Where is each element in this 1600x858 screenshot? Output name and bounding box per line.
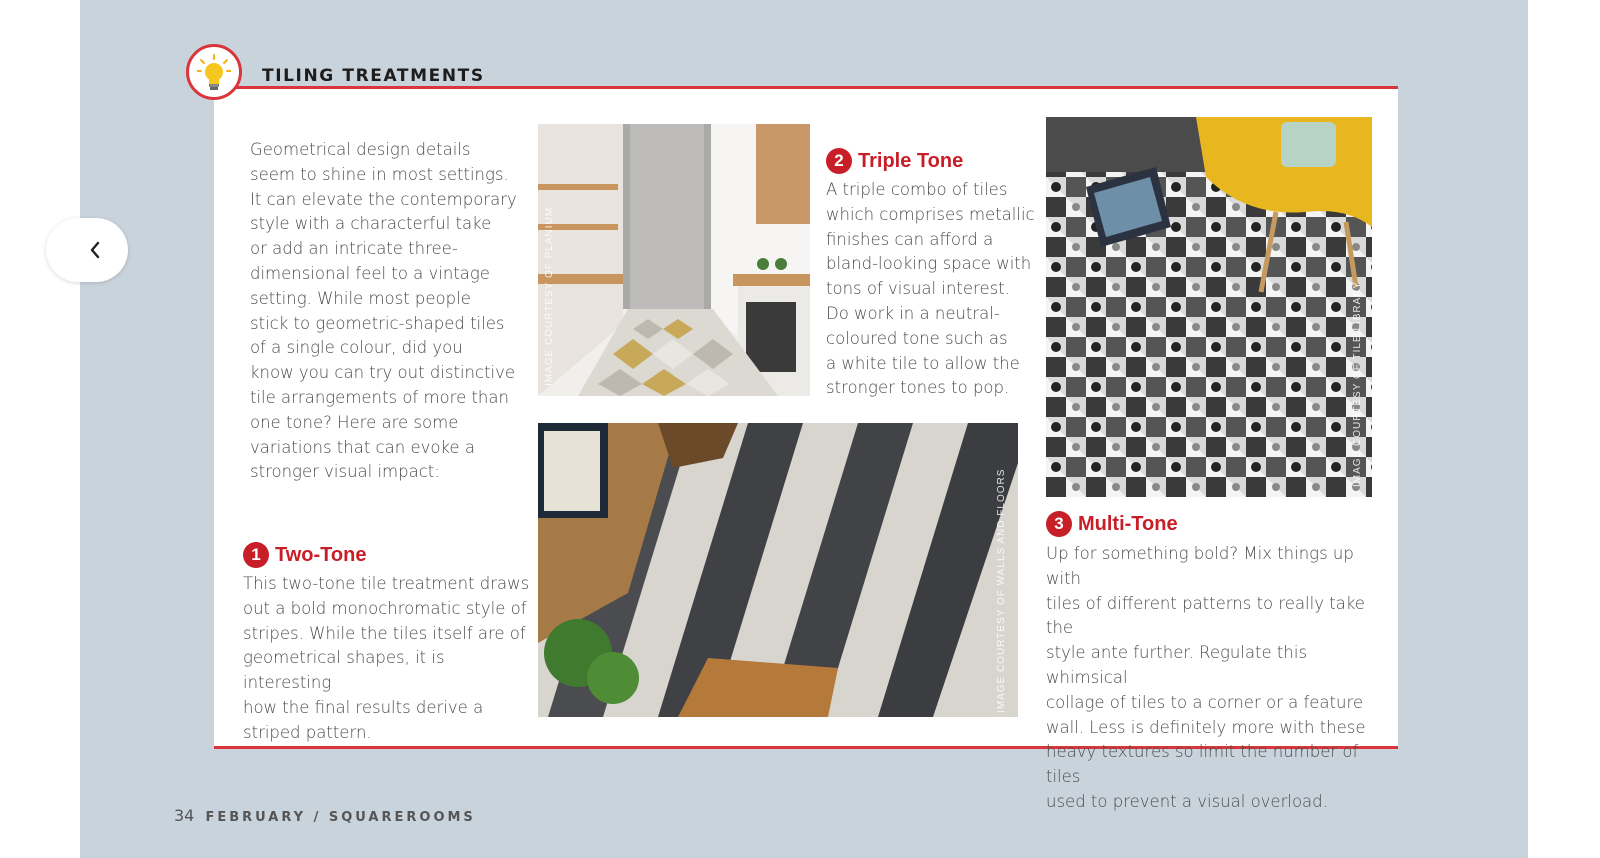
triple-tone-line: finishes can afford a bbox=[826, 229, 994, 249]
multi-tone-paragraph bbox=[1046, 542, 1386, 815]
triple-tone-line: coloured tone such as bbox=[826, 328, 1008, 348]
intro-line: It can elevate the contemporary bbox=[250, 189, 517, 209]
triple-tone-line: tons of visual interest. bbox=[826, 279, 1010, 299]
triple-tone-line: a white tile to allow the bbox=[826, 353, 1020, 373]
photo-credit: IMAGE COURTESY OF PLANIUM bbox=[544, 206, 555, 386]
striped-floor-illustration bbox=[538, 423, 1018, 717]
multi-tone-title: Multi-Tone bbox=[1078, 512, 1178, 535]
intro-line: know you can try out distinctive bbox=[250, 363, 516, 383]
two-tone-paragraph bbox=[243, 572, 533, 746]
photo-credit: IMAGE COURTESY OF WALLS AND FLOORS bbox=[996, 468, 1007, 713]
intro-line: style with a characterful take bbox=[250, 214, 492, 234]
triple-tone-line: Do work in a neutral- bbox=[826, 303, 1000, 323]
multi-tone-heading bbox=[1046, 511, 1178, 537]
triple-tone-heading bbox=[826, 148, 963, 174]
triple-tone-line: bland-looking space with bbox=[826, 254, 1032, 274]
two-tone-line: This two-tone tile treatment draws bbox=[243, 574, 530, 593]
intro-line: dimensional feel to a vintage bbox=[250, 263, 490, 283]
intro-line: tile arrangements of more than bbox=[250, 387, 509, 407]
triple-tone-line: stronger tones to pop. bbox=[826, 378, 1010, 398]
step-number-badge: 1 bbox=[243, 542, 269, 568]
two-tone-line: stripes. While the tiles itself are of bbox=[243, 623, 526, 643]
chevron-left-icon bbox=[88, 240, 102, 260]
publication-name: FEBRUARY / SQUAREROOMS bbox=[205, 810, 476, 825]
triple-tone-line: which comprises metallic bbox=[826, 204, 1035, 224]
two-tone-line: how the final results derive a bbox=[243, 697, 484, 717]
intro-paragraph bbox=[250, 138, 520, 485]
kitchen-photo bbox=[538, 124, 810, 396]
intro-line: setting. While most people bbox=[250, 288, 471, 308]
intro-line: seem to shine in most settings. bbox=[250, 164, 509, 184]
step-number-badge: 3 bbox=[1046, 511, 1072, 537]
triple-tone-line: A triple combo of tiles bbox=[826, 180, 1008, 199]
kitchen-illustration bbox=[538, 124, 810, 396]
multi-tone-line: tiles of different patterns to really take the bbox=[1046, 593, 1365, 638]
multi-tone-line: used to prevent a visual overload. bbox=[1046, 791, 1328, 811]
step-number-badge: 2 bbox=[826, 148, 852, 174]
two-tone-line: out a bold monochromatic style of bbox=[243, 598, 527, 618]
intro-line: of a single colour, did you bbox=[250, 338, 463, 358]
photo-credit: IMAGE COURTESY OF TILE LIBRARY bbox=[1352, 281, 1363, 487]
previous-page-button[interactable] bbox=[46, 218, 128, 282]
two-tone-heading bbox=[243, 542, 366, 568]
intro-line: or add an intricate three- bbox=[250, 239, 458, 259]
multi-tone-line: style ante further. Regulate this whimsical bbox=[1046, 643, 1308, 687]
patchwork-illustration bbox=[1046, 117, 1372, 497]
multi-tone-line: collage of tiles to a corner or a feature bbox=[1046, 692, 1364, 712]
triple-tone-title: Triple Tone bbox=[858, 149, 964, 172]
multi-tone-line: heavy textures so limit the number of tiles bbox=[1046, 742, 1359, 787]
lightbulb-badge bbox=[186, 44, 242, 100]
intro-line: stronger visual impact: bbox=[250, 462, 440, 482]
two-tone-title: Two-Tone bbox=[275, 543, 367, 566]
header-rule bbox=[214, 86, 1398, 89]
page-number: 34 bbox=[174, 806, 195, 825]
intro-line: stick to geometric-shaped tiles bbox=[250, 313, 505, 333]
section-title: TILING TREATMENTS bbox=[262, 66, 485, 86]
striped-floor-photo bbox=[538, 423, 1018, 717]
lightbulb-icon bbox=[197, 54, 231, 92]
triple-tone-paragraph bbox=[826, 178, 1036, 401]
two-tone-line: striped pattern. bbox=[243, 722, 372, 742]
page-footer bbox=[174, 806, 476, 825]
two-tone-line: geometrical shapes, it is interesting bbox=[243, 648, 445, 693]
multi-tone-line: Up for something bold? Mix things up with bbox=[1046, 544, 1354, 588]
multi-tone-line: wall. Less is definitely more with these bbox=[1046, 717, 1366, 737]
patchwork-tile-photo bbox=[1046, 117, 1372, 497]
intro-line: variations that can evoke a bbox=[250, 437, 475, 457]
intro-line: one tone? Here are some bbox=[250, 412, 459, 432]
intro-line: Geometrical design details bbox=[250, 140, 471, 159]
